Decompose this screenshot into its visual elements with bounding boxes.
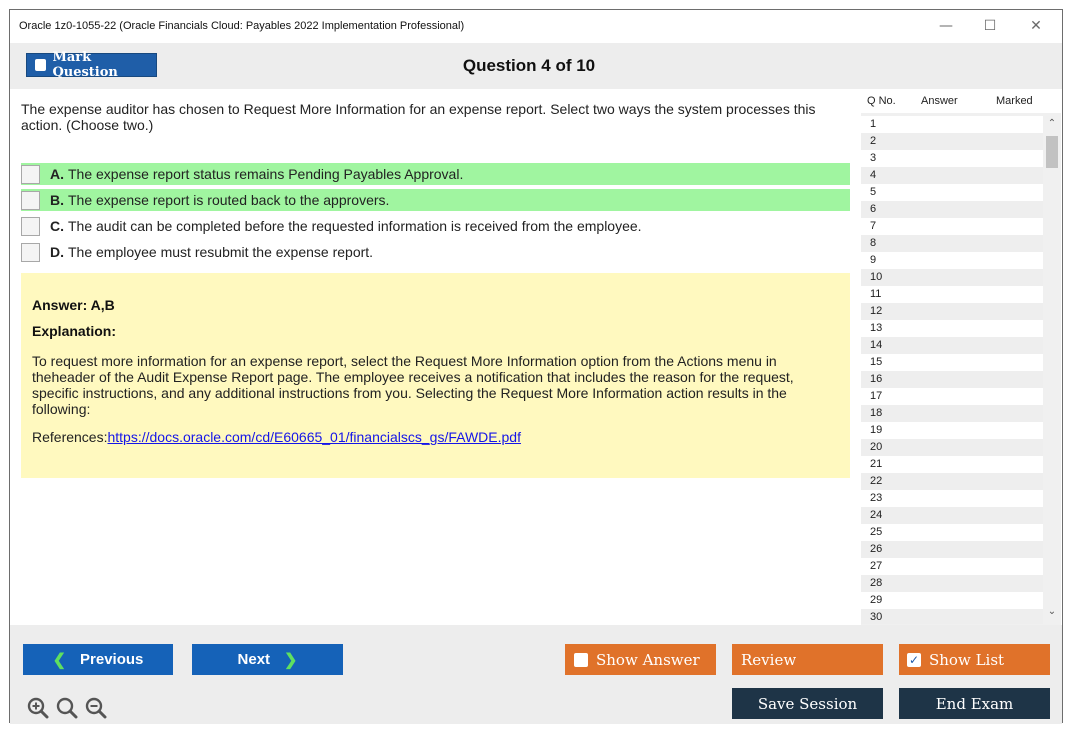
question-list-row[interactable]: 26 [861,541,1043,558]
question-list-row[interactable]: 6 [861,201,1043,218]
explanation-text: To request more information for an expense report, select the Request More Information option from the Actions menu in theheader of the Audit Expense Report page. The employee receives a notification that includes the reason for the request, specific instructions, and any additional instructions from you. Selecting the Request More Information action results in the following: [32,353,794,417]
option-letter: A. [50,166,64,182]
question-list-row[interactable]: 1 [870,118,877,130]
app-window [9,9,1063,723]
zoom-out-icon[interactable] [85,697,107,719]
question-list-row[interactable]: 30 [861,609,1043,624]
scroll-down-icon[interactable]: ⌄ [1047,606,1057,617]
question-header [10,43,1062,89]
review-dropdown[interactable] [732,644,883,675]
references-label: References: [32,429,108,445]
option-text: The expense report status remains Pending Payables Approval. [68,166,464,182]
close-button[interactable]: ✕ [1030,18,1042,34]
save-session-button[interactable] [732,688,883,719]
option-a[interactable] [21,163,850,185]
chevron-right-icon: ❯ [284,651,298,669]
show-list-label: Show List [929,650,1005,669]
save-session-label: Save Session [757,694,858,713]
question-list-row[interactable]: 29 [870,594,883,606]
show-answer-checkbox-icon [574,653,588,667]
question-list-row[interactable]: 4 [861,167,1043,184]
option-letter: D. [50,244,64,260]
option-checkbox[interactable] [21,191,40,210]
show-answer-label: Show Answer [596,650,700,669]
minimize-button[interactable]: — [939,18,953,34]
next-label: Next [237,651,271,668]
question-list-row[interactable]: 18 [861,405,1043,422]
option-b[interactable] [21,189,850,211]
question-list-row[interactable]: 2 [861,133,1043,150]
end-exam-button[interactable] [899,688,1050,719]
question-list-row[interactable]: 20 [861,439,1043,456]
question-list-header [861,89,1061,113]
explanation-label: Explanation: [32,323,117,339]
question-list-row[interactable]: 12 [861,303,1043,320]
review-label: Review [741,650,797,669]
check-icon: ✓ [908,652,920,667]
question-list-row[interactable]: 22 [861,473,1043,490]
question-list [861,116,1043,624]
option-text: The employee must resubmit the expense report. [68,244,374,260]
zoom-reset-icon[interactable] [56,697,78,719]
question-list-row[interactable]: 24 [861,507,1043,524]
end-exam-label: End Exam [935,694,1014,713]
zoom-in-icon[interactable] [27,697,49,719]
question-list-row[interactable]: 14 [861,337,1043,354]
question-list-row[interactable]: 7 [870,220,877,232]
question-list-row[interactable]: 28 [861,575,1043,592]
show-answer-button[interactable] [565,644,716,675]
maximize-button[interactable]: ☐ [983,18,997,34]
question-title: Question 4 of 10 [462,56,596,75]
question-list-row[interactable]: 10 [861,269,1043,286]
question-list-row[interactable]: 11 [870,288,882,300]
question-list-row[interactable]: 3 [870,152,877,164]
chevron-left-icon: ❮ [52,651,67,669]
scroll-up-icon[interactable]: ⌃ [1047,118,1057,129]
option-checkbox[interactable] [21,165,40,184]
footer-toolbar [10,625,1062,724]
question-list-row[interactable]: 16 [861,371,1043,388]
question-list-row[interactable]: 8 [861,235,1043,252]
show-list-button[interactable] [899,644,1050,675]
question-text: The expense auditor has chosen to Request More Information for an expense report. Select two ways the system processes this action. (Choose two.) [21,101,816,133]
question-list-row[interactable]: 13 [870,322,883,334]
answer-panel [21,273,850,478]
references-link[interactable]: https://docs.oracle.com/cd/E60665_01/financialscs_gs/FAWDE.pdf [107,429,521,445]
option-text: The audit can be completed before the requested information is received from the employee. [68,218,642,234]
title-bar [10,10,1062,43]
option-d[interactable] [21,241,850,263]
mark-question-label: Mark Question [52,50,118,80]
question-pane [10,89,860,625]
answer-line: Answer: A,B [32,297,115,313]
option-checkbox[interactable] [21,217,40,236]
question-list-scrollbar[interactable] [1044,116,1060,624]
answer-column-header: Answer [921,95,958,107]
question-list-row[interactable]: 15 [870,356,883,368]
question-list-row[interactable]: 17 [870,390,883,402]
scroll-thumb[interactable] [1046,136,1058,168]
question-list-row[interactable]: 21 [870,458,883,470]
question-list-row[interactable]: 5 [870,186,877,198]
next-button[interactable] [192,644,343,675]
option-c[interactable] [21,215,850,237]
previous-button[interactable] [23,644,173,675]
question-list-panel [861,89,1061,625]
question-list-row[interactable]: 9 [870,254,877,266]
option-letter: C. [50,218,64,234]
references [32,429,839,445]
question-list-row[interactable]: 19 [870,424,883,436]
option-checkbox[interactable] [21,243,40,262]
question-list-row[interactable]: 25 [870,526,883,538]
option-text: The expense report is routed back to the approvers. [68,192,390,208]
question-list-row[interactable]: 23 [870,492,883,504]
marked-column-header: Marked [996,95,1033,107]
previous-label: Previous [80,651,144,668]
window-title: Oracle 1z0-1055-22 (Oracle Financials Cloud: Payables 2022 Implementation Professional) [19,20,465,32]
qno-column-header: Q No. [867,95,896,107]
question-list-row[interactable]: 27 [870,560,883,572]
option-letter: B. [50,192,64,208]
